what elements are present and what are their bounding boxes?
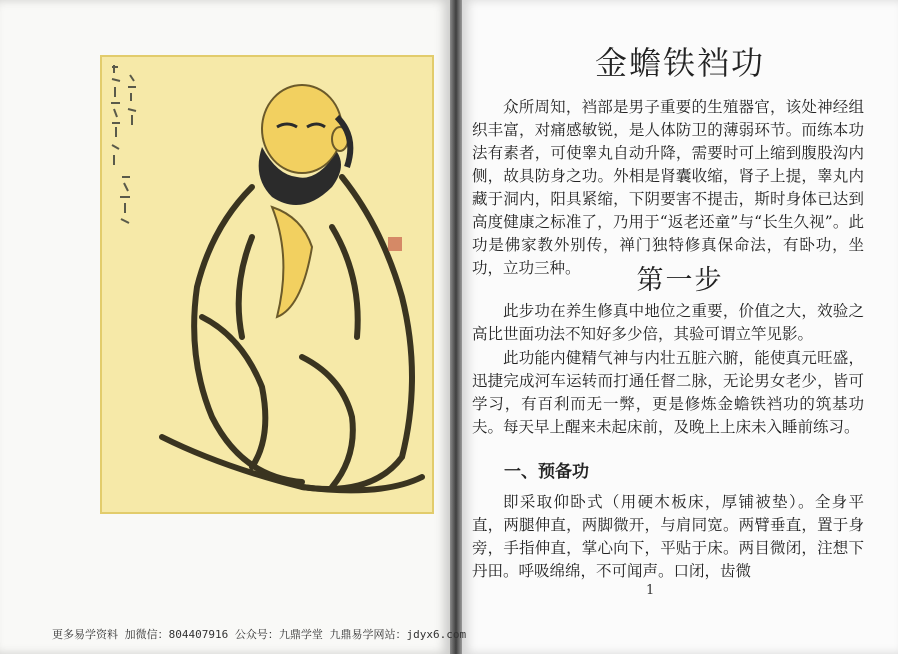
prep-paragraph: 即采取仰卧式（用硬木板床，厚铺被垫）。全身平直，两腿伸直，两脚微开，与肩同宽。两臂垂直，置于身旁，手指伸直，掌心向下，平贴于床。两目微闭，注想下丹田。呼吸绵绵，不可闻声。口闭，齿微 [472,493,864,580]
intro-paragraph: 众所周知，裆部是男子重要的生殖器官，该处神经组织丰富，对痛感敏锐，是人体防卫的薄弱环节。而练本功法有素者，可使睾丸自动升降，需要时可上缩到腹股沟内侧，故具防身之功。外相是肾囊收缩，肾子上提，睾丸内藏于洞内，阳具紧缩，下阴要害不提击，斯时身体已达到高度健康之标准了，乃用于“返老还童”与“长生久视”。此功是佛家教外别传，禅门独特修真保命法，有卧功，坐功，立功三种。 [472,98,864,277]
page-number: 1 [646,583,655,598]
seated-monk-painting-icon [102,57,432,512]
section-heading: 第一步 [636,265,724,296]
footer-watermark-text: 更多易学资料 加微信：804407916 公众号：九鼎学堂 九鼎易学网站：jdyx6.com [52,628,467,641]
right-page [462,0,898,654]
step-paragraph-1: 此步功在养生修真中地位之重要，价值之大，效验之高比世面功法不知好多少倍，其验可谓立竿见影。 [472,302,864,343]
monk-illustration [100,55,434,514]
subsection-heading: 一、预备功 [504,462,589,482]
book-gutter [450,0,462,654]
page-title: 金蟾铁裆功 [594,44,765,82]
step-paragraph-2: 此功能内健精气神与内壮五脏六腑，能使真元旺盛，迅捷完成河车运转而打通任督二脉，无论男女老少，皆可学习，有百利而无一弊，更是修炼金蟾铁裆功的筑基功夫。每天早上醒来未起床前，及晚上上床未入睡前练习。 [472,349,864,436]
